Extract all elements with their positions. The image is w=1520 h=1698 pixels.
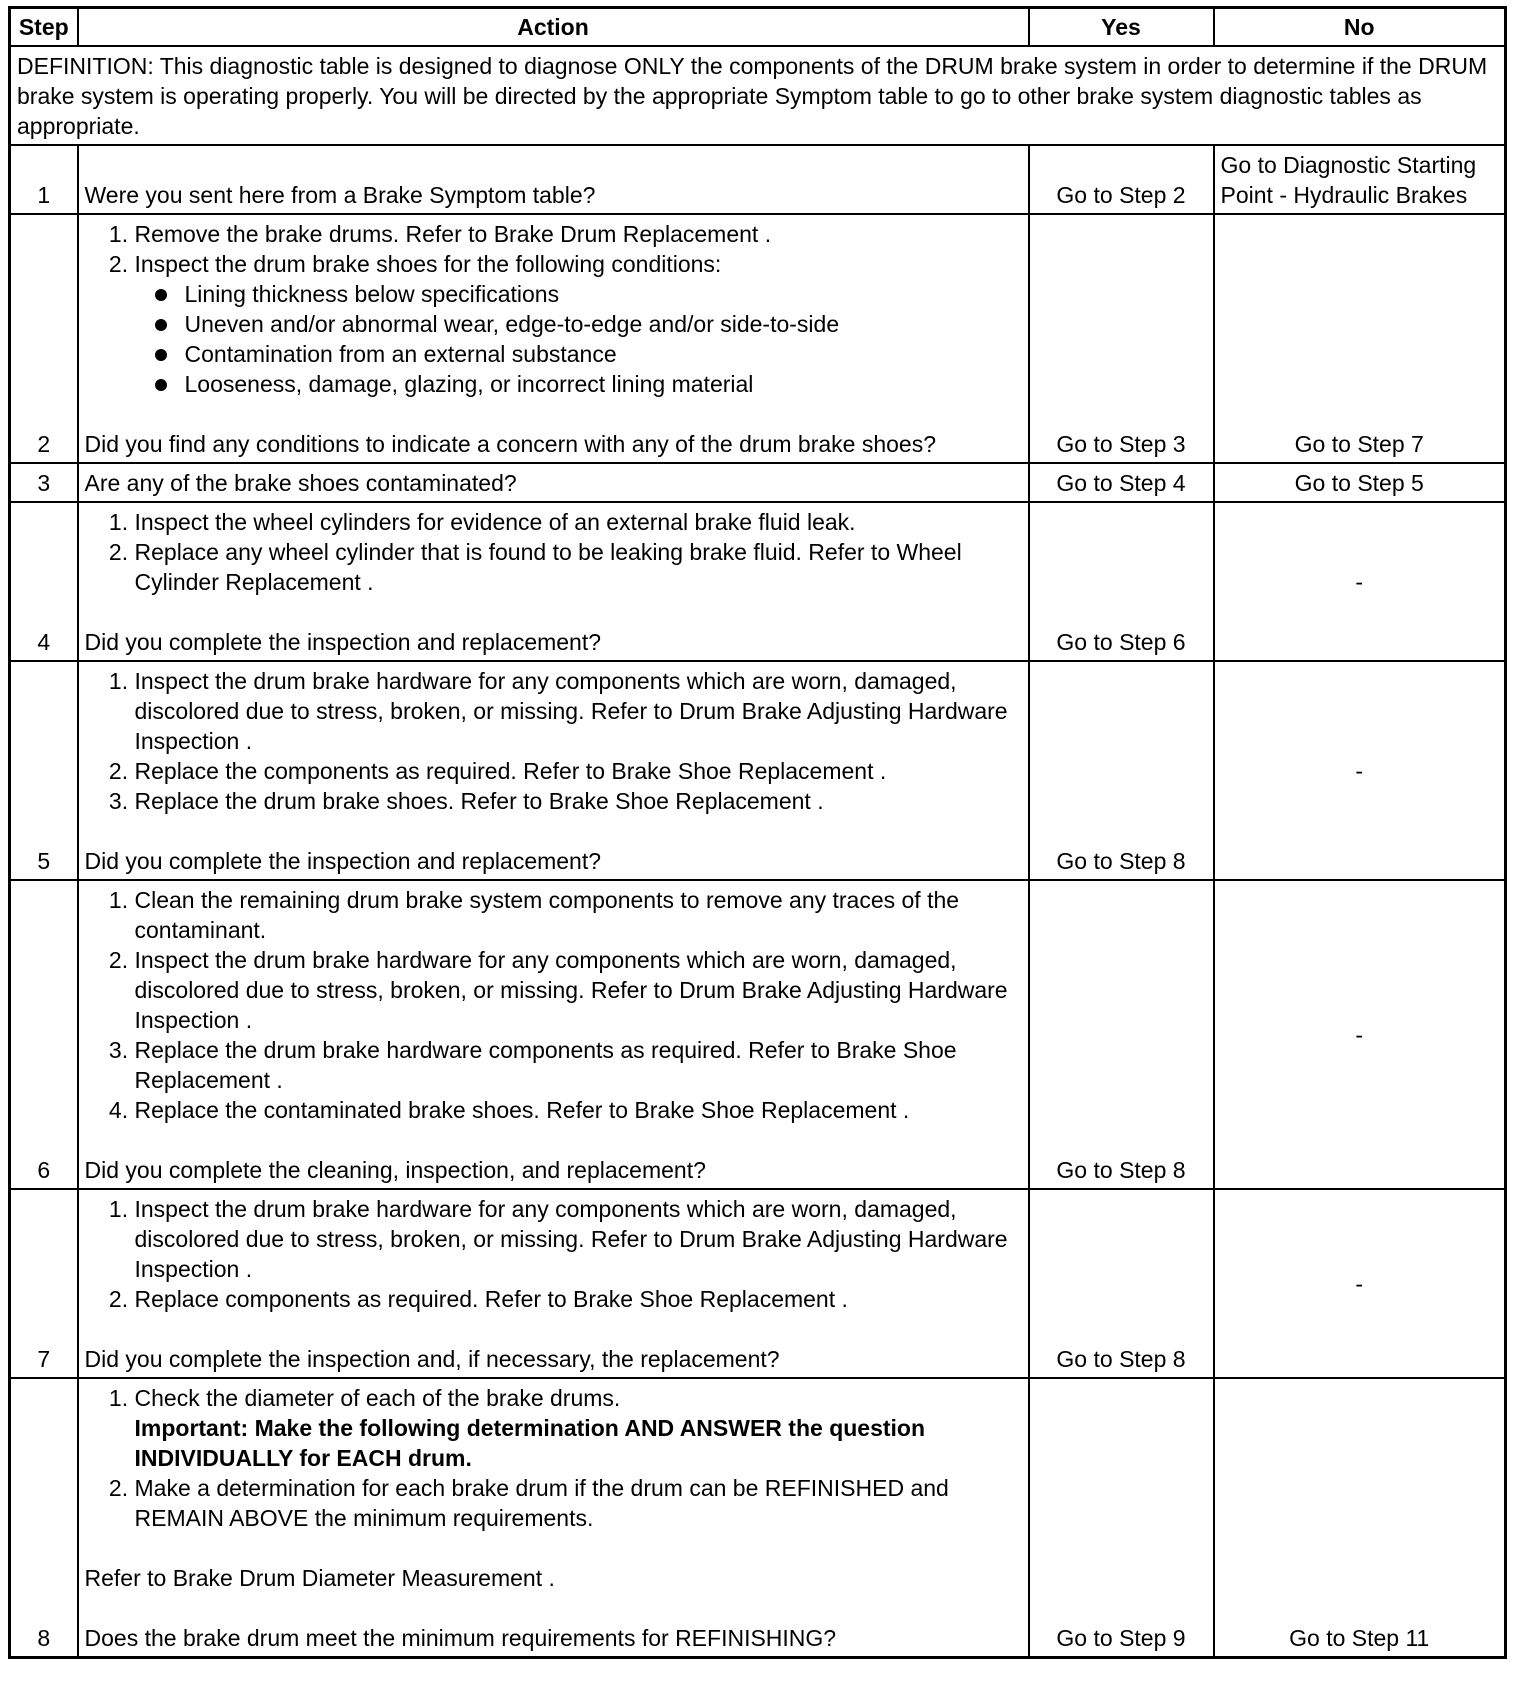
no-result[interactable]: Go to Step 11 (1214, 1378, 1506, 1658)
step-number: 7 (10, 1189, 78, 1378)
drum-brake-diagnostic-table (8, 6, 1507, 1659)
action-step: 2. Replace the components as required. Refer to Brake Shoe Replacement . (135, 756, 1022, 786)
yes-result[interactable]: Go to Step 3 (1029, 214, 1214, 463)
no-result[interactable]: Go to Step 5 (1214, 463, 1506, 502)
header-action: Action (78, 8, 1029, 47)
question-text: Did you complete the inspection and replacement? (84, 629, 602, 655)
action-step-text: Inspect the drum brake shoes for the following conditions: (134, 251, 722, 277)
action-step: 1. Inspect the wheel cylinders for evidence of an external brake fluid leak. (135, 507, 1022, 537)
action-steps-list (85, 1383, 1022, 1533)
table-row-step-3 (10, 463, 1506, 502)
no-result: - (1214, 502, 1506, 661)
table-row-step-7 (10, 1189, 1506, 1378)
question-text: Did you complete the inspection and replacement? (84, 848, 602, 874)
no-result: - (1214, 661, 1506, 880)
action-steps-list (85, 885, 1022, 1125)
header-yes: Yes (1029, 8, 1214, 47)
no-result[interactable]: Go to Diagnostic Starting Point - Hydraulic Brakes (1214, 145, 1506, 214)
action-cell (78, 463, 1029, 502)
step-number: 2 (10, 214, 78, 463)
action-cell (78, 214, 1029, 463)
step-number: 5 (10, 661, 78, 880)
action-step: 1. Clean the remaining drum brake system components to remove any traces of the contaminant. (135, 885, 1022, 945)
diagnostic-table-sheet (8, 6, 1504, 1659)
action-step: 1. Remove the brake drums. Refer to Brake Drum Replacement . (135, 219, 1022, 249)
action-steps-list (85, 219, 1022, 399)
question-text: Did you complete the cleaning, inspection, and replacement? (84, 1157, 706, 1183)
conditions-list (135, 279, 1022, 399)
yes-result[interactable]: Go to Step 2 (1029, 145, 1214, 214)
step-number: 1 (10, 145, 78, 214)
action-cell (78, 880, 1029, 1189)
question-text: Were you sent here from a Brake Symptom table? (84, 182, 596, 208)
question-text: Are any of the brake shoes contaminated? (84, 470, 517, 496)
action-step: 3. Replace the drum brake hardware components as required. Refer to Brake Shoe Replacement . (135, 1035, 1022, 1095)
header-no: No (1214, 8, 1506, 47)
action-step: 1. Inspect the drum brake hardware for any components which are worn, damaged, discolored due to stress, broken, or missing. Refer to Drum Brake Adjusting Hardware Inspection . (135, 1194, 1022, 1284)
header-step: Step (10, 8, 78, 47)
table-row-step-5 (10, 661, 1506, 880)
table-row-step-4 (10, 502, 1506, 661)
yes-result[interactable]: Go to Step 4 (1029, 463, 1214, 502)
action-step: 4. Replace the contaminated brake shoes. Refer to Brake Shoe Replacement . (135, 1095, 1022, 1125)
action-step: 2. Replace any wheel cylinder that is found to be leaking brake fluid. Refer to Wheel Cylinder Replacement . (135, 537, 1022, 597)
condition-item: Lining thickness below specifications (185, 279, 1022, 309)
action-cell (78, 1189, 1029, 1378)
action-cell (78, 1378, 1029, 1658)
condition-item: Looseness, damage, glazing, or incorrect lining material (185, 369, 1022, 399)
table-row-step-2 (10, 214, 1506, 463)
yes-result[interactable]: Go to Step 8 (1029, 880, 1214, 1189)
action-steps-list (85, 1194, 1022, 1314)
action-cell (78, 145, 1029, 214)
action-cell (78, 502, 1029, 661)
action-step (135, 249, 1022, 399)
yes-result[interactable]: Go to Step 8 (1029, 1189, 1214, 1378)
action-step: 1. Inspect the drum brake hardware for any components which are worn, damaged, discolored due to stress, broken, or missing. Refer to Drum Brake Adjusting Hardware Inspection . (135, 666, 1022, 756)
question-text: Did you find any conditions to indicate a concern with any of the drum brake shoes? (84, 431, 936, 457)
header-row (10, 8, 1506, 47)
table-row-step-1 (10, 145, 1506, 214)
action-steps-list (85, 666, 1022, 816)
important-note: Important: Make the following determination AND ANSWER the question INDIVIDUALLY for EACH drum. (134, 1415, 926, 1471)
yes-result[interactable]: Go to Step 6 (1029, 502, 1214, 661)
condition-item: Uneven and/or abnormal wear, edge-to-edge and/or side-to-side (185, 309, 1022, 339)
step-number: 4 (10, 502, 78, 661)
question-text: Did you complete the inspection and, if necessary, the replacement? (84, 1346, 780, 1372)
no-result: - (1214, 880, 1506, 1189)
step-number: 6 (10, 880, 78, 1189)
definition-row (10, 46, 1506, 145)
action-step (135, 1383, 1022, 1473)
yes-result[interactable]: Go to Step 8 (1029, 661, 1214, 880)
no-result: - (1214, 1189, 1506, 1378)
yes-result[interactable]: Go to Step 9 (1029, 1378, 1214, 1658)
condition-item: Contamination from an external substance (185, 339, 1022, 369)
table-row-step-6 (10, 880, 1506, 1189)
action-step: 2. Replace components as required. Refer to Brake Shoe Replacement . (135, 1284, 1022, 1314)
action-cell (78, 661, 1029, 880)
action-step: 2. Inspect the drum brake hardware for any components which are worn, damaged, discolored due to stress, broken, or missing. Refer to Drum Brake Adjusting Hardware Inspection . (135, 945, 1022, 1035)
no-result[interactable]: Go to Step 7 (1214, 214, 1506, 463)
action-step: 3. Replace the drum brake shoes. Refer to Brake Shoe Replacement . (135, 786, 1022, 816)
step-number: 3 (10, 463, 78, 502)
definition-text: DEFINITION: This diagnostic table is designed to diagnose ONLY the components of the DRUM brake system in order to determine if the DRUM brake system is operating properly. You will be directed by the appropriate Symptom table to go to other brake system diagnostic tables as appropriate. (10, 46, 1506, 145)
step-number: 8 (10, 1378, 78, 1658)
action-step-text: 1. Check the diameter of each of the brake drums. (134, 1385, 621, 1411)
action-steps-list (85, 507, 1022, 597)
action-step: 2. Make a determination for each brake drum if the drum can be REFINISHED and REMAIN ABOVE the minimum requirements. (135, 1473, 1022, 1533)
question-text: Does the brake drum meet the minimum requirements for REFINISHING? (84, 1625, 837, 1651)
refer-text: Refer to Brake Drum Diameter Measurement . (84, 1565, 555, 1591)
table-row-step-8 (10, 1378, 1506, 1658)
